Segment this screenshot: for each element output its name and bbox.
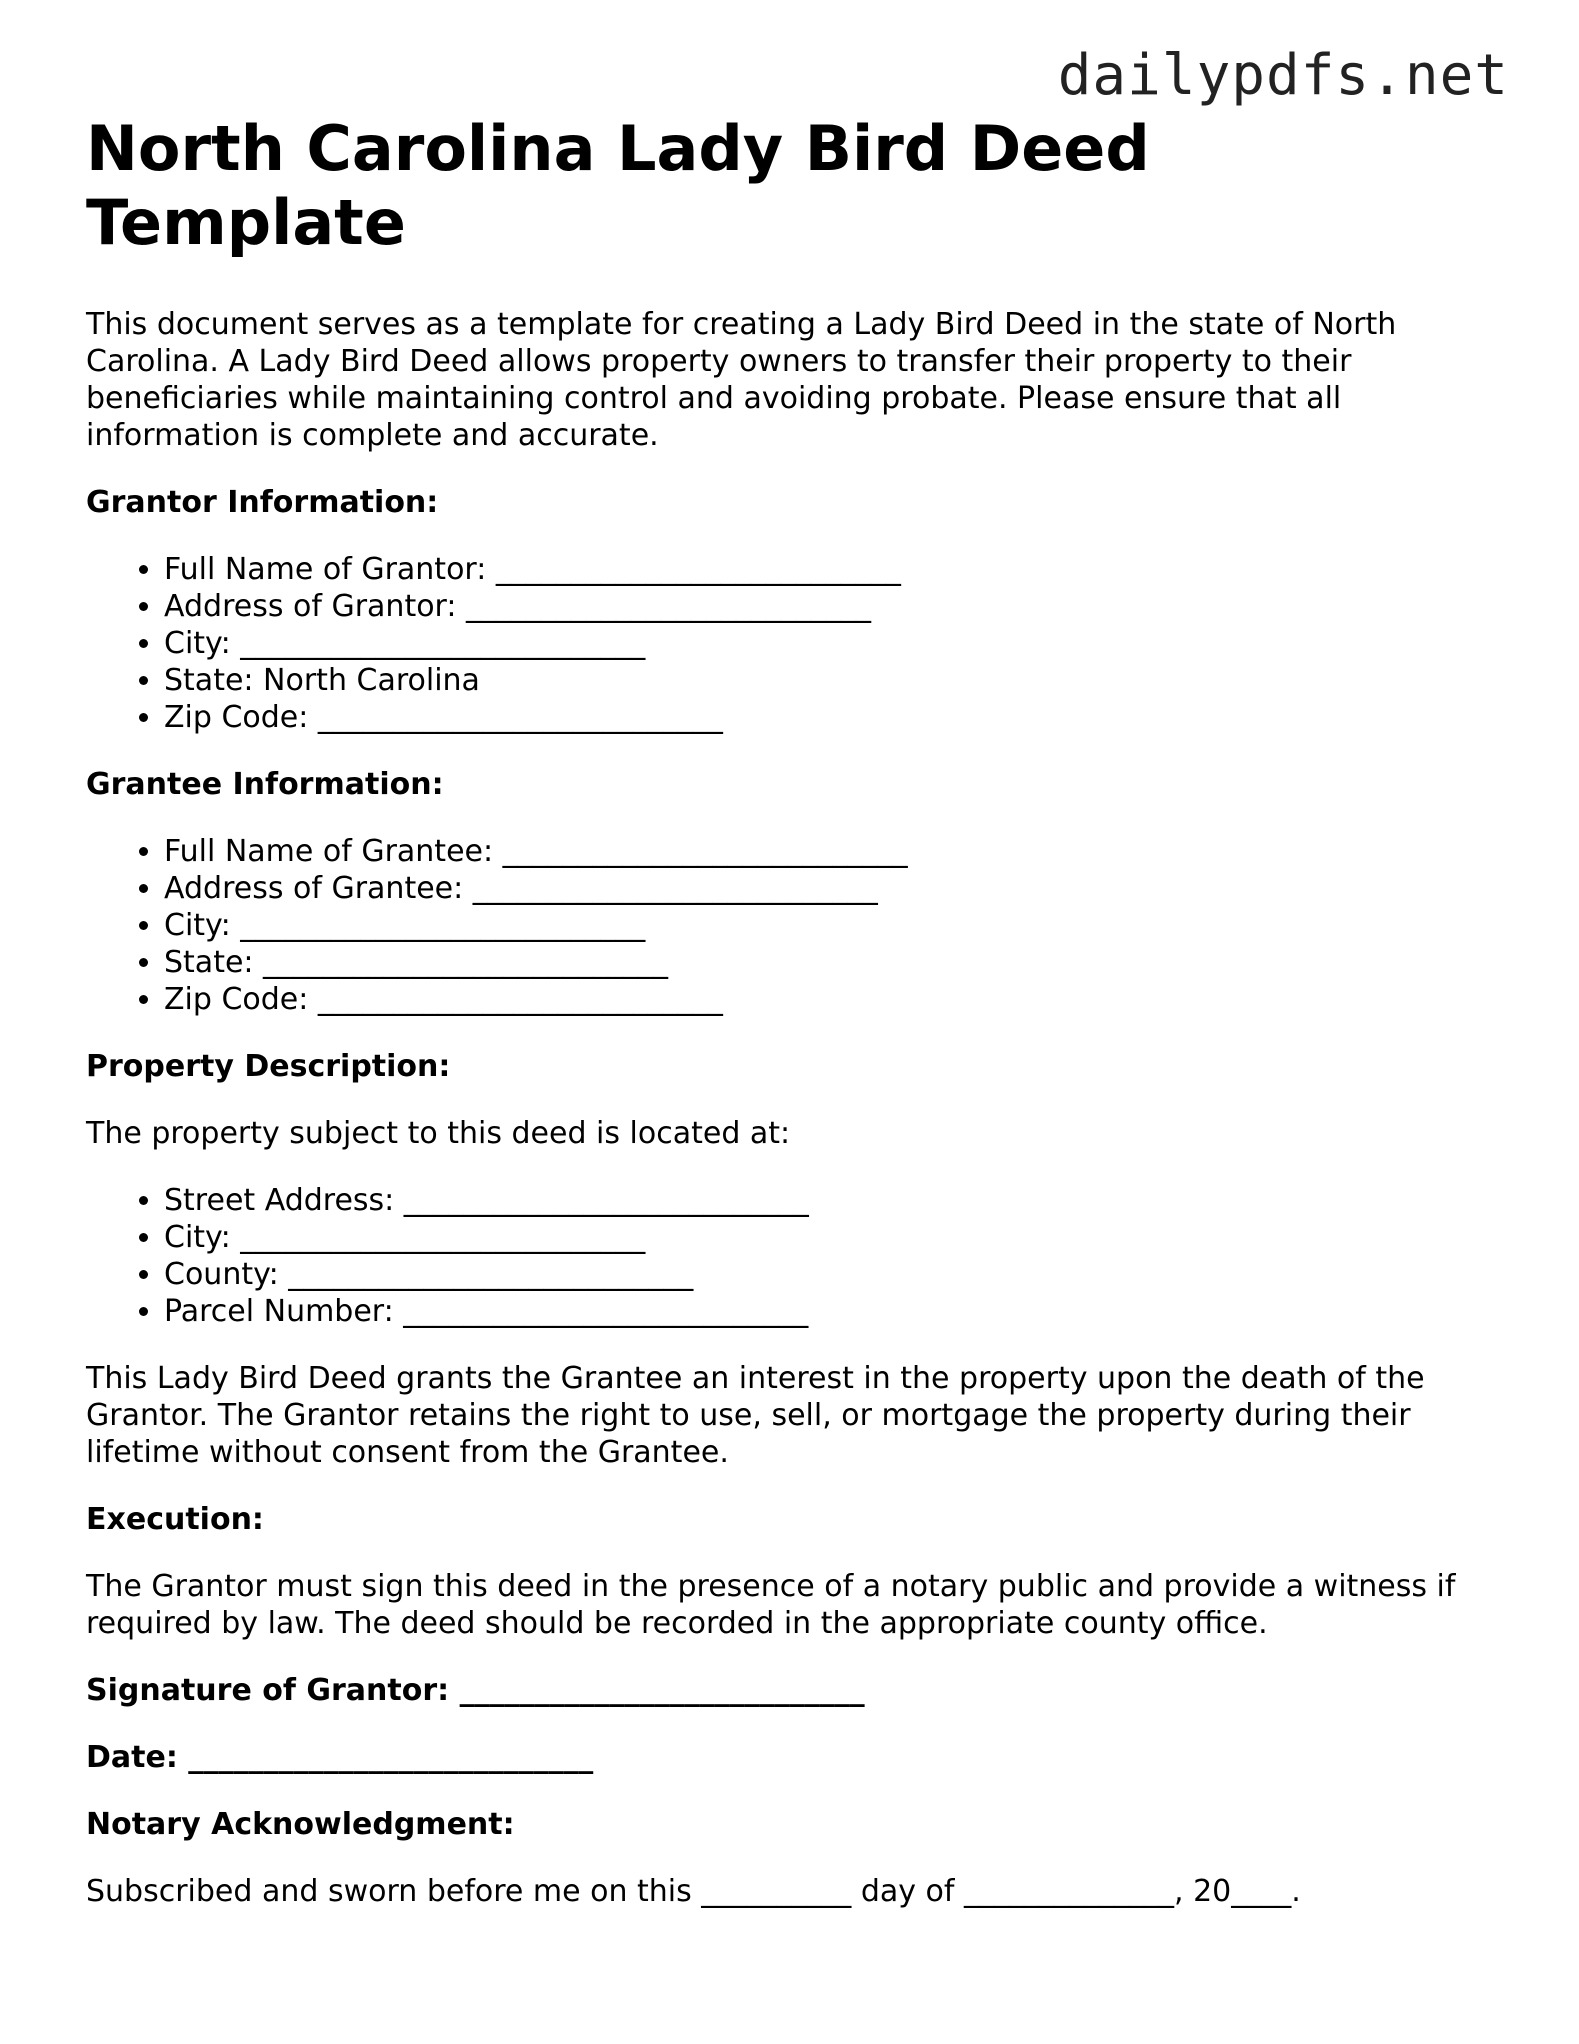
date-blank: ___________________________	[188, 1740, 594, 1775]
watermark: dailypdfs.net	[1057, 43, 1509, 108]
property-county-field: • County: ___________________________	[164, 1256, 1506, 1293]
page-title: North Carolina Lady Bird Deed Template	[86, 112, 1150, 259]
notary-heading: Notary Acknowledgment:	[86, 1807, 515, 1842]
grantor-list	[86, 551, 1506, 736]
property-body: This Lady Bird Deed grants the Grantee an interest in the property upon the death of the Grantor. The Grantor retains the right to use, sell, or mortgage the property during their lifetime without consent from the Grantee.	[86, 1361, 1425, 1470]
grantee-list	[86, 833, 1506, 1018]
date-line	[86, 1739, 1506, 1776]
grantee-address-field: • Address of Grantee: ___________________________	[164, 870, 1506, 907]
property-heading: Property Description:	[86, 1049, 451, 1084]
grantor-city-field: • City: ___________________________	[164, 625, 1506, 662]
signature-label: Signature of Grantor:	[86, 1673, 450, 1708]
grantee-zip-field: • Zip Code: ___________________________	[164, 981, 1506, 1018]
grantor-address-field: • Address of Grantor: ___________________________	[164, 588, 1506, 625]
grantor-full-name-field: • Full Name of Grantor: ___________________________	[164, 551, 1506, 588]
date-label: Date:	[86, 1740, 178, 1775]
grantor-heading: Grantor Information:	[86, 485, 439, 520]
grantor-state-field: • State: North Carolina	[164, 662, 1506, 699]
document-page	[86, 112, 1506, 1910]
execution-heading: Execution:	[86, 1502, 264, 1537]
grantee-full-name-field: • Full Name of Grantee: ___________________________	[164, 833, 1506, 870]
property-street-field: • Street Address: ___________________________	[164, 1182, 1506, 1219]
grantor-zip-field: • Zip Code: ___________________________	[164, 699, 1506, 736]
signature-line	[86, 1672, 1506, 1709]
grantee-city-field: • City: ___________________________	[164, 907, 1506, 944]
grantee-state-field: • State: ___________________________	[164, 944, 1506, 981]
execution-body: The Grantor must sign this deed in the presence of a notary public and provide a witness if required by law. The deed should be recorded in the appropriate county office.	[86, 1569, 1456, 1641]
notary-body: Subscribed and sworn before me on this __________ day of ______________, 20____.	[86, 1874, 1301, 1909]
grantee-heading: Grantee Information:	[86, 767, 444, 802]
property-parcel-field: • Parcel Number: ___________________________	[164, 1293, 1506, 1330]
property-city-field: • City: ___________________________	[164, 1219, 1506, 1256]
property-lead: The property subject to this deed is located at:	[86, 1116, 791, 1151]
signature-blank: ___________________________	[459, 1673, 865, 1708]
intro-paragraph: This document serves as a template for creating a Lady Bird Deed in the state of North Carolina. A Lady Bird Deed allows property owners to transfer their property to their beneficiaries while maintaining control and avoiding probate. Please ensure that all information is complete and accurate.	[86, 307, 1397, 453]
property-list	[86, 1182, 1506, 1330]
